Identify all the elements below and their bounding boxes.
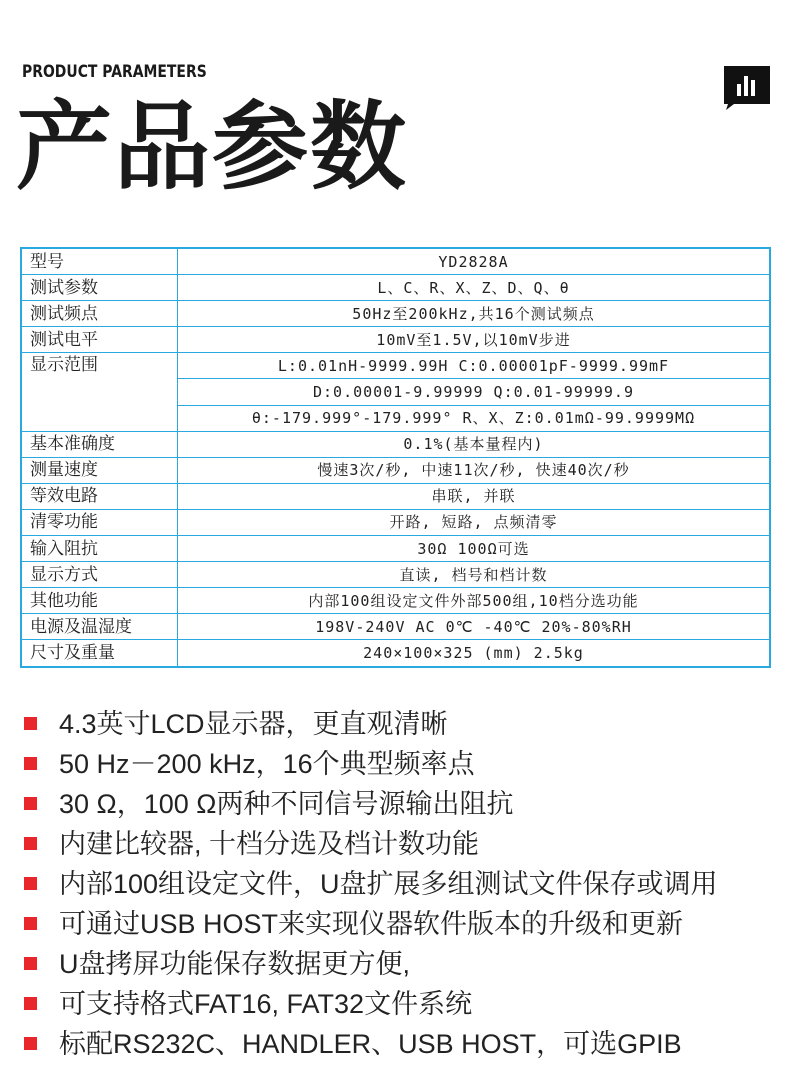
param-value: 240×100×325 (mm) 2.5kg: [178, 640, 771, 667]
table-row: [21, 483, 770, 509]
table-row: [21, 562, 770, 588]
param-value: L:0.01nH-9999.99H C:0.00001pF-9999.99mF: [178, 353, 771, 379]
param-value: 直读, 档号和档计数: [178, 562, 771, 588]
table-row: [21, 275, 770, 301]
bullet-square-icon: [24, 877, 37, 890]
param-label: 显示范围: [21, 353, 178, 431]
bullet-square-icon: [24, 1037, 37, 1050]
list-item: [24, 744, 718, 784]
param-value: θ:-179.999°-179.999° R、X、Z:0.01mΩ-99.9999MΩ: [178, 405, 771, 431]
bullet-square-icon: [24, 837, 37, 850]
list-item: [24, 944, 718, 984]
param-value: YD2828A: [178, 248, 771, 275]
table-row: [21, 327, 770, 353]
param-value: L、C、R、X、Z、D、Q、θ: [178, 275, 771, 301]
feature-text: 50 Hz－200 kHz，16个典型频率点: [59, 749, 475, 779]
bullet-square-icon: [24, 797, 37, 810]
param-label: 清零功能: [21, 509, 178, 535]
feature-text: 内建比较器, 十档分选及档计数功能: [59, 829, 480, 859]
param-value: 串联, 并联: [178, 483, 771, 509]
table-row: [21, 457, 770, 483]
list-item: [24, 784, 718, 824]
param-value: 10mV至1.5V,以10mV步进: [178, 327, 771, 353]
param-value: 30Ω 100Ω可选: [178, 536, 771, 562]
param-label: 测试电平: [21, 327, 178, 353]
feature-text: 内部100组设定文件，U盘扩展多组测试文件保存或调用: [59, 869, 718, 899]
table-row: [21, 640, 770, 667]
table-row: [21, 509, 770, 535]
feature-text: 4.3英寸LCD显示器，更直观清晰: [59, 709, 448, 739]
param-value: 50Hz至200kHz,共16个测试频点: [178, 301, 771, 327]
param-label: 测量速度: [21, 457, 178, 483]
bullet-square-icon: [24, 917, 37, 930]
table-row: [21, 353, 770, 379]
table-row: [21, 536, 770, 562]
table-row: [21, 431, 770, 457]
feature-text: 可通过USB HOST来实现仪器软件版本的升级和更新: [59, 909, 684, 939]
param-value: D:0.00001-9.99999 Q:0.01-99999.9: [178, 379, 771, 405]
list-item: [24, 824, 718, 864]
param-label: 输入阻抗: [21, 536, 178, 562]
section-eyebrow: PRODUCT PARAMETERS: [22, 62, 207, 82]
param-label: 测试参数: [21, 275, 178, 301]
param-label: 尺寸及重量: [21, 640, 178, 667]
feature-list: [24, 704, 718, 1064]
param-label: 型号: [21, 248, 178, 275]
list-item: [24, 904, 718, 944]
param-value: 198V-240V AC 0℃ -40℃ 20%-80%RH: [178, 614, 771, 640]
bar-chart-speech-icon: [724, 66, 770, 110]
list-item: [24, 704, 718, 744]
list-item: [24, 984, 718, 1024]
page-title: 产品参数: [16, 91, 408, 203]
bullet-square-icon: [24, 957, 37, 970]
parameters-table: [20, 247, 771, 668]
param-label: 等效电路: [21, 483, 178, 509]
param-label: 测试频点: [21, 301, 178, 327]
bullet-square-icon: [24, 997, 37, 1010]
table-row: [21, 588, 770, 614]
table-row: [21, 614, 770, 640]
param-value: 慢速3次/秒, 中速11次/秒, 快速40次/秒: [178, 457, 771, 483]
param-label: 显示方式: [21, 562, 178, 588]
param-value: 开路, 短路, 点频清零: [178, 509, 771, 535]
param-value: 内部100组设定文件外部500组,10档分选功能: [178, 588, 771, 614]
list-item: [24, 1024, 718, 1064]
param-label: 基本准确度: [21, 431, 178, 457]
feature-text: U盘拷屏功能保存数据更方便,: [59, 949, 410, 979]
param-label: 其他功能: [21, 588, 178, 614]
param-value: 0.1%(基本量程内): [178, 431, 771, 457]
feature-text: 30 Ω，100 Ω两种不同信号源输出阻抗: [59, 789, 514, 819]
param-label: 电源及温湿度: [21, 614, 178, 640]
table-row: [21, 301, 770, 327]
bullet-square-icon: [24, 717, 37, 730]
bullet-square-icon: [24, 757, 37, 770]
feature-text: 标配RS232C、HANDLER、USB HOST，可选GPIB: [59, 1029, 682, 1059]
table-row: [21, 248, 770, 275]
feature-text: 可支持格式FAT16, FAT32文件系统: [59, 989, 473, 1019]
list-item: [24, 864, 718, 904]
